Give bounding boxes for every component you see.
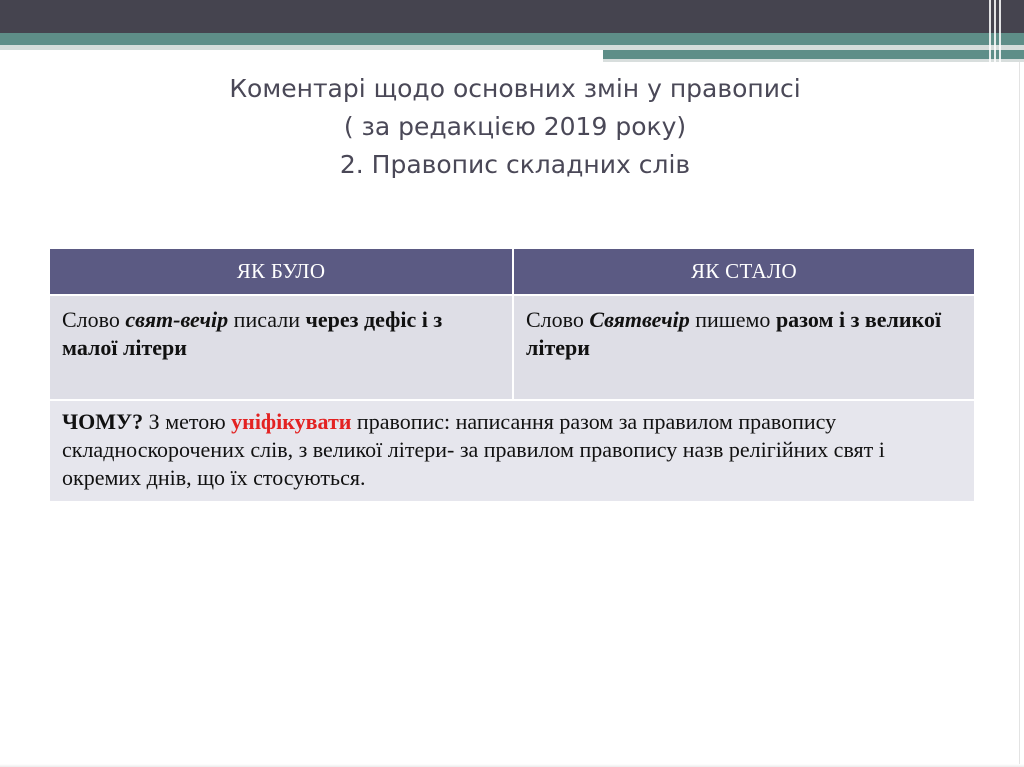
table-row <box>50 295 974 400</box>
cell-before <box>50 295 513 400</box>
after-rule: разом і з великої літери <box>526 307 942 360</box>
before-text-2: писали <box>228 307 306 332</box>
slide-edge <box>1019 62 1020 767</box>
before-word: свят-вечір <box>125 307 229 332</box>
after-text-1: Слово <box>526 307 590 332</box>
after-text-2: пишемо <box>689 307 776 332</box>
right-accent-stripe <box>603 59 1024 62</box>
header-after: ЯК СТАЛО <box>513 249 974 295</box>
title-line-1: Коментарі щодо основних змін у правописі <box>229 74 801 103</box>
why-keyword: уніфікувати <box>231 409 352 434</box>
before-text-1: Слово <box>62 307 126 332</box>
comparison-table <box>50 249 974 501</box>
why-text-1: З метою <box>143 409 232 434</box>
corner-accent-lines <box>985 0 1024 62</box>
table-header-row <box>50 249 974 295</box>
title-line-2: ( за редакцією 2019 року) <box>343 112 687 141</box>
right-accent-bar <box>603 50 1024 59</box>
title-line-3: 2. Правопис складних слів <box>339 150 691 179</box>
table-row <box>50 400 974 501</box>
before-rule: через дефіс і з малої літери <box>62 307 443 360</box>
why-label: ЧОМУ? <box>62 409 144 434</box>
after-word: Святвечір <box>589 307 690 332</box>
top-bar <box>0 0 1024 33</box>
cell-why <box>50 400 974 501</box>
header-before: ЯК БУЛО <box>50 249 513 295</box>
slide-title <box>100 70 930 184</box>
top-accent-bar <box>0 33 1024 45</box>
cell-after <box>513 295 974 400</box>
why-text-2: правопис: написання разом за правилом правопису складноскорочених слів, з великої літери- за правилом правопису назв релігійних свят і окремих днів, що їх стосуються. <box>62 409 885 490</box>
